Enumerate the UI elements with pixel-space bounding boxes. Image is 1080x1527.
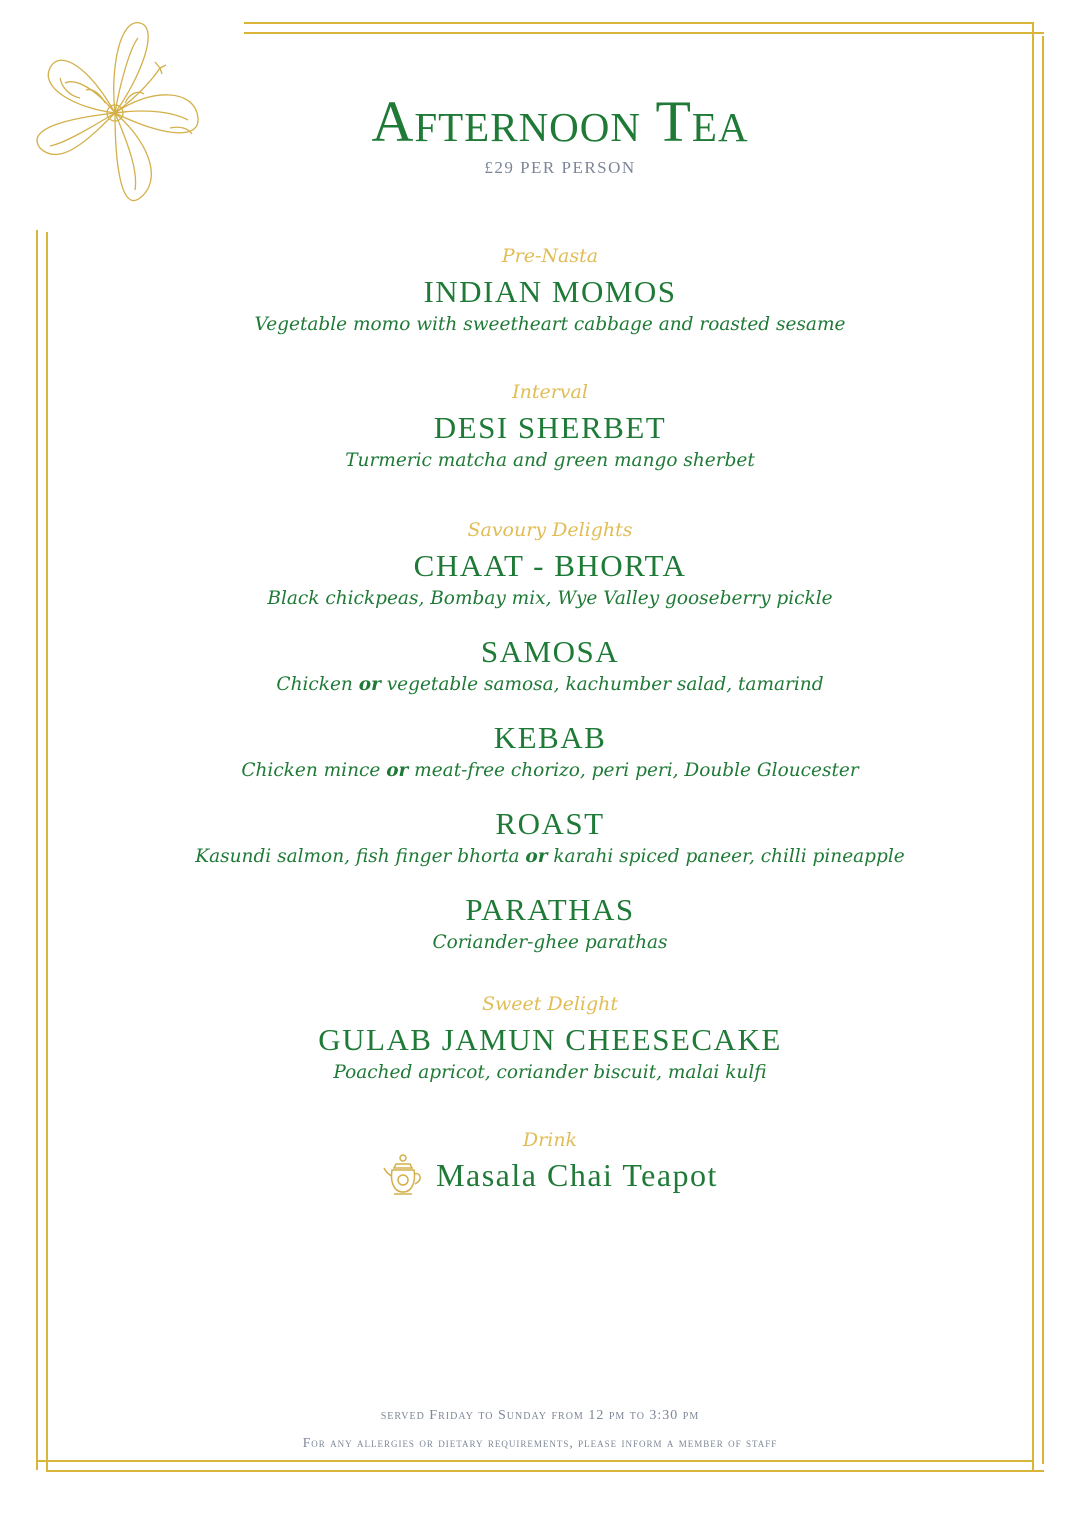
desc-part: Chicken mince <box>241 760 387 781</box>
desc-part: vegetable samosa, kachumber salad, tamarind <box>380 674 824 695</box>
menu-list <box>100 240 1000 1198</box>
desc-or: or <box>386 760 409 781</box>
frame-left-line-inner <box>46 232 48 1472</box>
section-label: Savoury Delights <box>467 519 633 541</box>
frame-right-line-inner <box>1042 36 1044 1464</box>
section-label: Sweet Delight <box>481 993 619 1015</box>
section-drink <box>100 1128 1000 1198</box>
hibiscus-flower-icon <box>20 8 210 213</box>
item-name: INDIAN MOMOS <box>423 274 677 309</box>
item-description <box>100 670 1000 700</box>
page-title: Afternoon Tea <box>371 89 749 154</box>
menu-item-parathas <box>100 892 1000 958</box>
desc-part: Chicken <box>276 674 359 695</box>
price-per-person: £29 PER PERSON <box>484 158 636 177</box>
item-description: Coriander-ghee parathas <box>432 932 668 953</box>
section-label: Interval <box>512 381 588 403</box>
footer-serving-times: served Friday to Sunday from 12 pm to 3:30 pm <box>380 1408 700 1423</box>
frame-top-line <box>244 22 1032 24</box>
item-name: CHAAT - BHORTA <box>413 548 687 583</box>
item-description: Vegetable momo with sweetheart cabbage and roasted sesame <box>254 314 846 335</box>
frame-top-line-inner <box>244 32 1044 34</box>
desc-or: or <box>358 674 381 695</box>
desc-part: Kasundi salmon, fish finger bhorta <box>195 846 526 867</box>
item-name: SAMOSA <box>480 634 620 669</box>
item-description <box>100 756 1000 786</box>
frame-bottom-line-inner <box>46 1470 1044 1472</box>
item-description <box>100 842 1000 872</box>
item-description: Turmeric matcha and green mango sherbet <box>345 450 755 471</box>
desc-part: karahi spiced paneer, chilli pineapple <box>547 846 905 867</box>
frame-right-line <box>1032 22 1034 1470</box>
section-savoury-delights <box>100 518 1000 958</box>
section-interval <box>100 380 1000 476</box>
section-sweet-delight <box>100 992 1000 1088</box>
frame-left-line <box>36 230 38 1470</box>
menu-item-roast <box>100 806 1000 872</box>
section-label: Pre-Nasta <box>501 245 599 267</box>
menu-item-chaat-bhorta <box>100 548 1000 614</box>
item-description: Poached apricot, coriander biscuit, malai kulfi <box>333 1062 767 1083</box>
menu-item-kebab <box>100 720 1000 786</box>
item-name: KEBAB <box>493 720 607 755</box>
drink-row <box>100 1152 1000 1198</box>
section-pre-nasta <box>100 244 1000 340</box>
item-name: PARATHAS <box>465 892 635 927</box>
teapot-icon <box>382 1152 424 1198</box>
item-name: GULAB JAMUN CHEESECAKE <box>318 1022 782 1057</box>
item-description: Black chickpeas, Bombay mix, Wye Valley gooseberry pickle <box>267 588 833 609</box>
menu-item-samosa <box>100 634 1000 700</box>
desc-or: or <box>525 846 548 867</box>
item-name: DESI SHERBET <box>433 410 667 445</box>
section-label: Drink <box>522 1129 578 1151</box>
item-name: ROAST <box>495 806 605 841</box>
frame-bottom-line <box>36 1460 1034 1462</box>
footer-allergy-notice: For any allergies or dietary requirements, please inform a member of staff <box>302 1435 778 1450</box>
desc-part: meat-free chorizo, peri peri, Double Gloucester <box>408 760 859 781</box>
item-name: Masala Chai Teapot <box>436 1157 718 1193</box>
